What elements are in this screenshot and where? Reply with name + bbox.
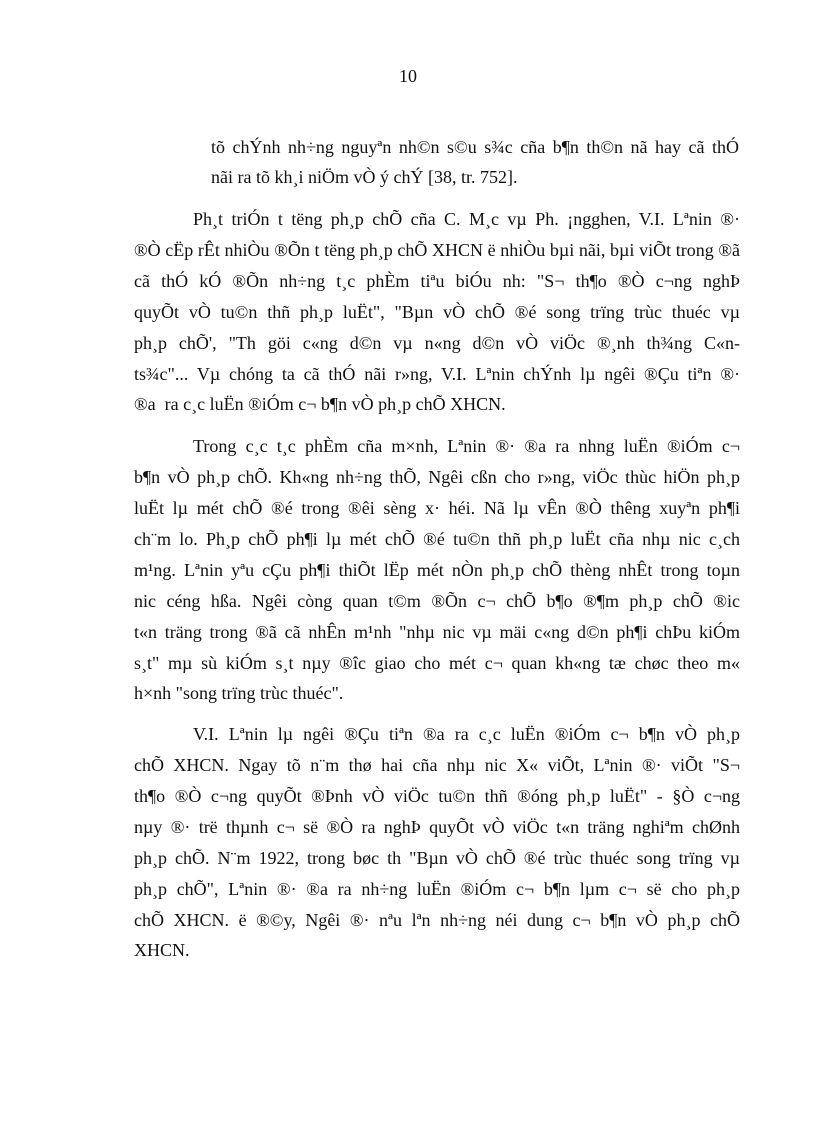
paragraph-line: ®a ra c¸c luËn ®iÓm c¬ b¶n vÒ ph¸p chÕ XHCN. xyxy=(134,394,506,414)
paragraph-line: ts¾c"... Vµ chóng ta cã thÓ nãi r»ng, V.I. Lªnin chÝnh lµ ngêi ®Çu tiªn ®· xyxy=(134,364,740,384)
paragraph-line: Trong c¸c t¸c phÈm cña m×nh, Lªnin ®· ®a ra nhng luËn ®iÓm c¬ xyxy=(193,436,740,456)
paragraph-line: s¸t" mµ sù kiÓm s¸t nµy ®îc giao cho mét c¬ quan kh«ng tæ chøc theo m« xyxy=(134,653,740,673)
paragraph-line: t«n träng trong ®ã cã nhÊn m¹nh "nhµ nic vµ mäi c«ng d©n ph¶i chÞu kiÓm xyxy=(134,622,740,642)
paragraph-line: cã thÓ kÓ ®Õn nh÷ng t¸c phÈm tiªu biÓu nh: "S¬ th¶o ®Ò c¬ng nghÞ xyxy=(134,271,740,291)
quote-line: tõ chÝnh nh÷ng nguyªn nh©n s©u s¾c cña b¶n th©n nã hay cã thÓ xyxy=(211,137,739,157)
paragraph-line: ph¸p chÕ', "Th göi c«ng d©n vµ n«ng d©n vÒ viÖc ®¸nh th¾ng C«n- xyxy=(134,333,740,353)
paragraph-line: th¶o ®Ò c¬ng quyÕt ®Þnh vÒ viÖc tu©n thñ ®óng ph¸p luËt" - §Ò c¬ng xyxy=(134,786,740,806)
paragraph-line: XHCN. xyxy=(134,940,190,960)
paragraph-line: m¹ng. Lªnin yªu cÇu ph¶i thiÕt lËp mét nÒn ph¸p chÕ thèng nhÊt trong toµn xyxy=(134,560,740,580)
paragraph-line: chÕ XHCN. Ngay tõ n¨m thø hai cña nhµ nic X« viÕt, Lªnin ®· viÕt "S¬ xyxy=(134,755,740,775)
paragraph-line: luËt lµ mét chÕ ®é trong ®êi sèng x· héi. Nã lµ vÊn ®Ò thêng xuyªn ph¶i xyxy=(134,498,740,518)
paragraph-line: chÕ XHCN. ë ®©y, Ngêi ®· nªu lªn nh÷ng néi dung c¬ b¶n vÒ ph¸p chÕ xyxy=(134,910,740,930)
paragraph-line: quyÕt vÒ tu©n thñ ph¸p luËt", "Bµn vÒ chÕ ®é song trïng trùc thuéc vµ xyxy=(134,302,740,322)
paragraph-line: Ph¸t triÓn t tëng ph¸p chÕ cña C. M¸c vµ Ph. ¡ngghen, V.I. Lªnin ®· xyxy=(193,209,740,229)
paragraph-line: nµy ®· trë thµnh c¬ së ®Ò ra nghÞ quyÕt vÒ viÖc t«n träng nghiªm chØnh xyxy=(134,817,740,837)
paragraph-line: h×nh "song trïng trùc thuéc". xyxy=(134,683,344,703)
paragraph-line: b¶n vÒ ph¸p chÕ. Kh«ng nh÷ng thÕ, Ngêi cßn cho r»ng, viÖc thùc hiÖn ph¸p xyxy=(134,467,740,487)
page-number: 10 xyxy=(399,66,417,86)
paragraph-line: ch¨m lo. Ph¸p chÕ ph¶i lµ mét chÕ ®é tu©n thñ ph¸p luËt cña nhµ nic c¸ch xyxy=(134,529,740,549)
paragraph-line: V.I. Lªnin lµ ngêi ®Çu tiªn ®a ra c¸c luËn ®iÓm c¬ b¶n vÒ ph¸p xyxy=(193,724,740,744)
paragraph-line: ph¸p chÕ", Lªnin ®· ®a ra nh÷ng luËn ®iÓm c¬ b¶n lµm c¬ së cho ph¸p xyxy=(134,879,740,899)
paragraph-line: ph¸p chÕ. N¨m 1922, trong bøc th "Bµn vÒ chÕ ®é trùc thuéc song trïng vµ xyxy=(134,848,740,868)
paragraph-line: ®Ò cËp rÊt nhiÒu ®Õn t tëng ph¸p chÕ XHCN ë nhiÒu bµi nãi, bµi viÕt trong ®ã xyxy=(134,240,740,260)
quote-line: nãi ra tõ kh¸i niÖm vÒ ý chÝ [38, tr. 752]. xyxy=(211,167,518,187)
paragraph-line: nic céng hßa. Ngêi còng quan t©m ®Õn c¬ chÕ b¶o ®¶m ph¸p chÕ ®ic xyxy=(134,591,740,611)
